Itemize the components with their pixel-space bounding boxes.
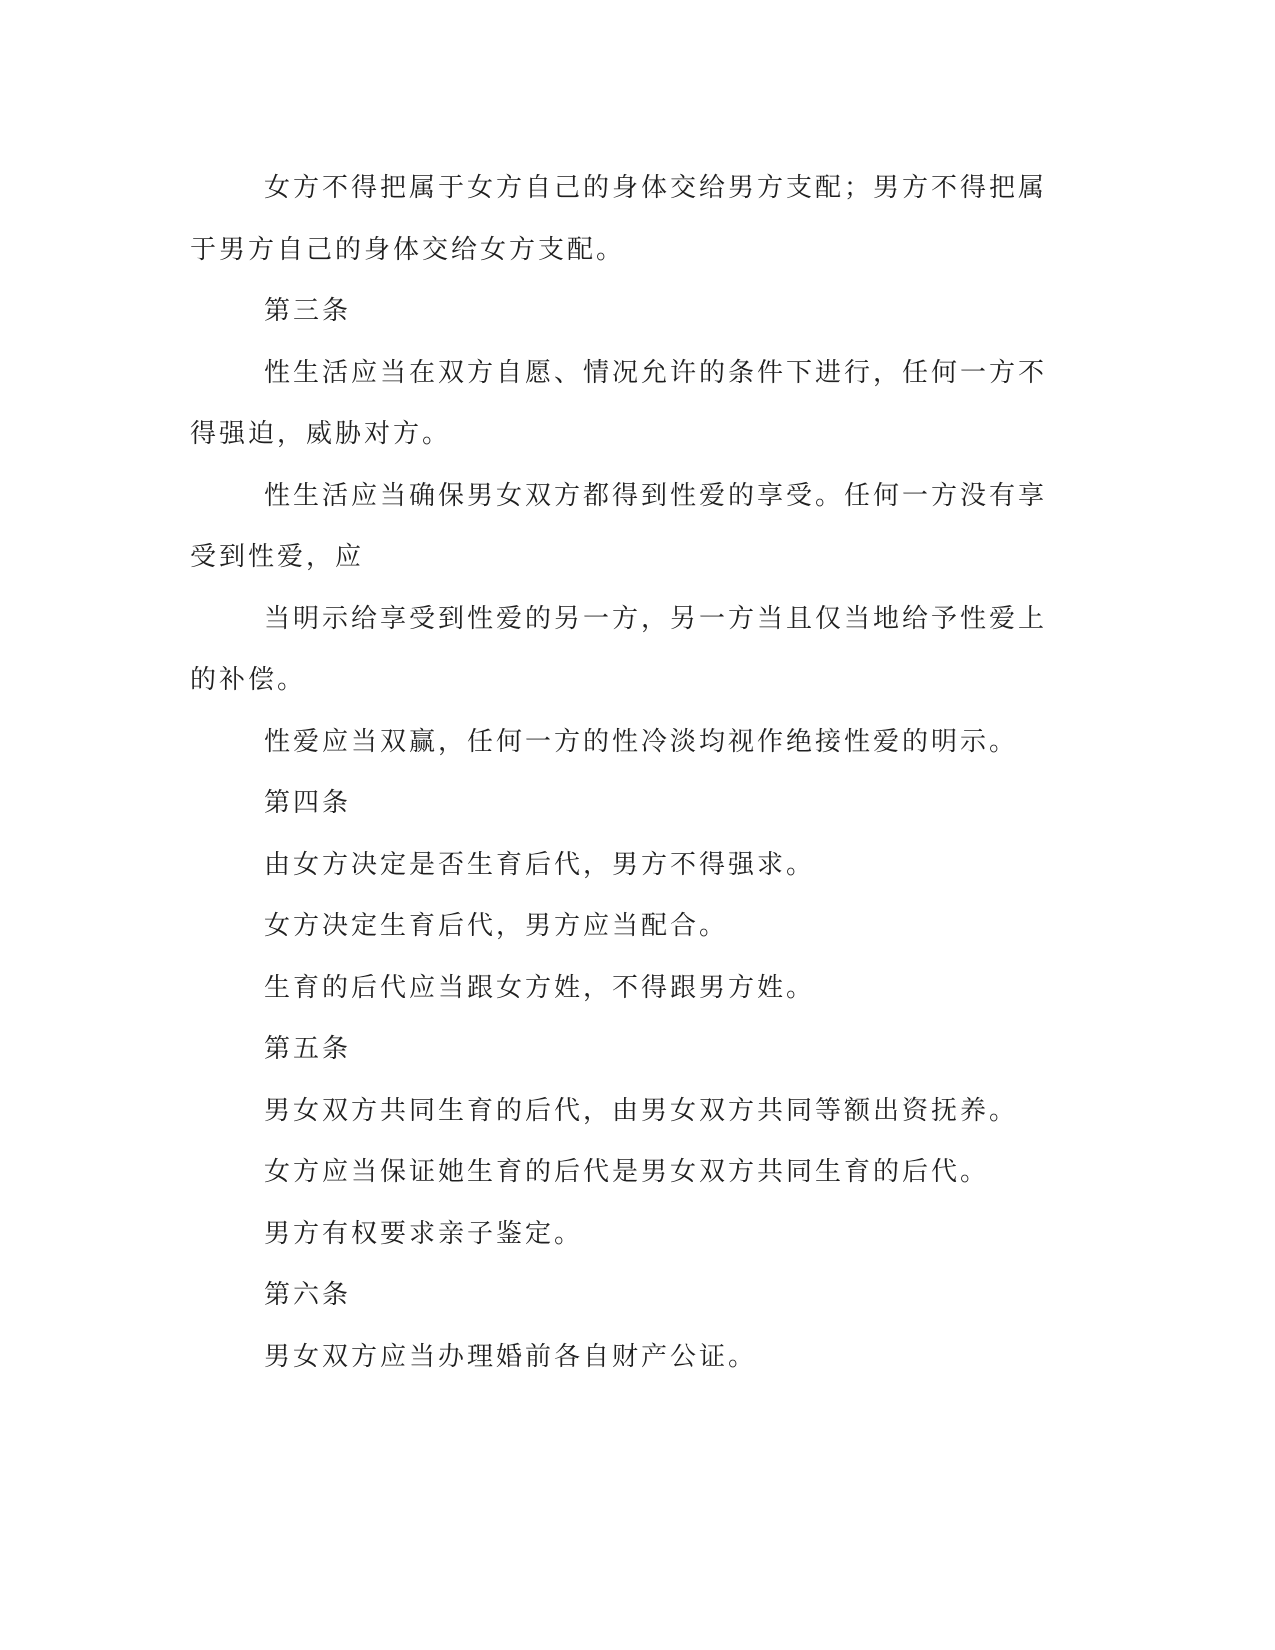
paragraph-compensation: 当明示给享受到性爱的另一方，另一方当且仅当地给予性爱上的补偿。 <box>190 603 1048 695</box>
article-4-heading: 第四条 <box>264 788 352 818</box>
paragraph-consent: 性生活应当在双方自愿、情况允许的条件下进行，任何一方不得强迫，威胁对方。 <box>190 357 1048 449</box>
paragraph-reproduction-decision: 由女方决定是否生育后代，男方不得强求。 <box>264 849 816 880</box>
paragraph-child-support: 男女双方共同生育的后代，由男女双方共同等额出资抚养。 <box>264 1095 1019 1126</box>
paragraph-body-autonomy: 女方不得把属于女方自己的身体交给男方支配；男方不得把属于男方自己的身体交给女方支配。 <box>190 173 1048 265</box>
paragraph-paternity-guarantee: 女方应当保证她生育的后代是男女双方共同生育的后代。 <box>264 1157 990 1187</box>
article-6-heading: 第六条 <box>264 1280 352 1310</box>
paragraph-surname: 生育的后代应当跟女方姓，不得跟男方姓。 <box>264 972 816 1003</box>
document-body <box>190 158 1070 1388</box>
paragraph-mutual-enjoyment: 性生活应当确保男女双方都得到性爱的享受。任何一方没有享受到性爱，应 <box>190 480 1048 572</box>
article-5-heading: 第五条 <box>264 1034 352 1064</box>
article-3-heading: 第三条 <box>264 296 352 326</box>
paragraph-paternity-test: 男方有权要求亲子鉴定。 <box>264 1218 584 1249</box>
paragraph-property-notarization: 男女双方应当办理婚前各自财产公证。 <box>264 1341 758 1372</box>
paragraph-cooperation: 女方决定生育后代，男方应当配合。 <box>264 911 729 941</box>
paragraph-win-win: 性爱应当双赢，任何一方的性冷淡均视作绝接性爱的明示。 <box>264 726 1019 757</box>
